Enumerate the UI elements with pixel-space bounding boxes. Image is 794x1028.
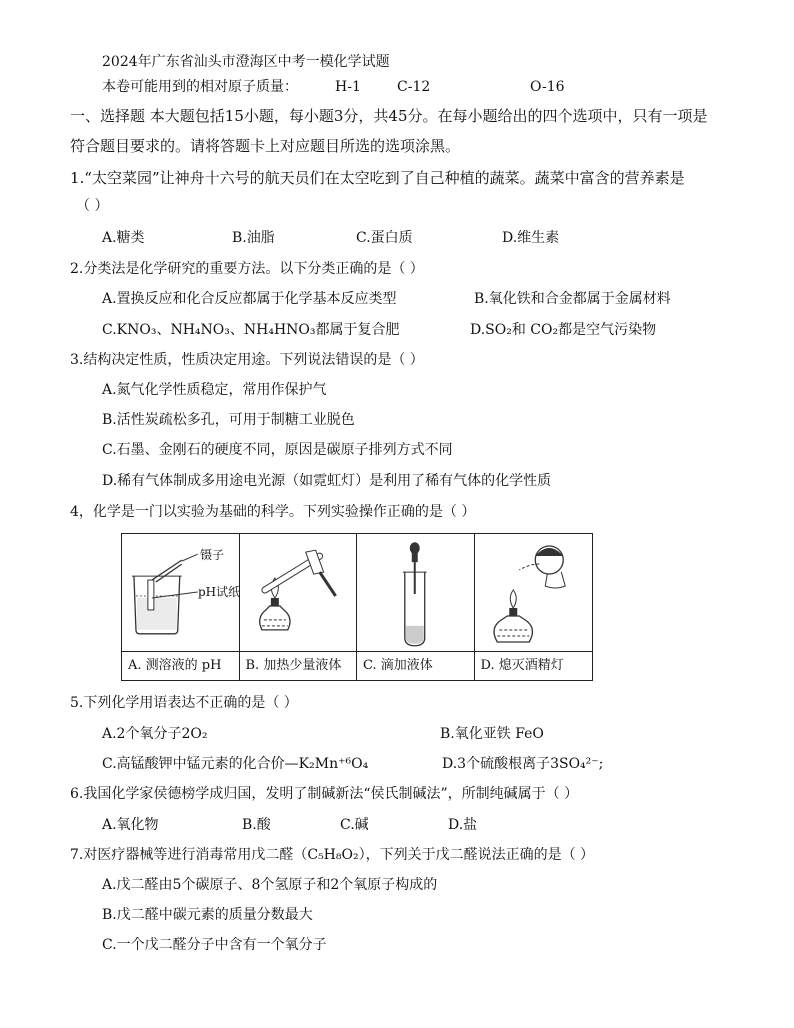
exam-title: 2024年广东省汕头市澄海区中考一模化学试题 (102, 54, 390, 70)
q4-cell-c (357, 534, 475, 680)
q5-option-d: D.3个硫酸根离子3SO₄²⁻; (442, 756, 604, 772)
q2-stem: 2.分类法是化学研究的重要方法。以下分类正确的是（ ） (70, 261, 424, 277)
q5-option-b: B.氧化亚铁 FeO (440, 726, 544, 742)
q4-caption-a: A. 测溶液的 pH (122, 651, 239, 680)
dropper-test-tube-illustration (357, 534, 474, 652)
atomic-mass-h: H-1 (335, 79, 361, 95)
q6-option-d: D.盐 (448, 817, 478, 833)
q4-cell-a (122, 534, 240, 680)
q2-option-a: A.置换反应和化合反应都属于化学基本反应类型 (102, 291, 397, 307)
blowing-alcohol-lamp-illustration (475, 534, 593, 652)
q4-stem: 4，化学是一门以实验为基础的科学。下列实验操作正确的是（ ） (70, 504, 476, 520)
q4-figure-table (121, 533, 593, 681)
q3-option-d: D.稀有气体制成多用途电光源（如霓虹灯）是利用了稀有气体的化学性质 (102, 473, 552, 489)
q3-option-b: B.活性炭疏松多孔，可用于制糖工业脱色 (102, 412, 355, 428)
q7-option-b: B.戊二醛中碳元素的质量分数最大 (102, 907, 313, 923)
label-tweezers: 镊子 (200, 548, 225, 562)
q6-stem: 6.我国化学家侯德榜学成归国，发明了制碱新法“侯氏制碱法”，所制纯碱属于（ ） (70, 786, 579, 802)
q1-option-c: C.蛋白质 (356, 230, 413, 246)
q7-stem: 7.对医疗器械等进行消毒常用戊二醛（C₅H₈O₂），下列关于戊二醛说法正确的是（ ） (70, 847, 595, 863)
q4-caption-c: C. 滴加液体 (357, 651, 474, 680)
q2-option-d: D.SO₂和 CO₂都是空气污染物 (470, 322, 657, 338)
atomic-mass-label: 本卷可能用到的相对原子质量： (102, 79, 298, 95)
q2-option-b: B.氧化铁和合金都属于金属材料 (474, 291, 671, 307)
q6-option-b: B.酸 (242, 817, 271, 833)
q4-cell-d (475, 534, 593, 680)
section-instructions-line1: 一、选择题 本大题包括15小题，每小题3分，共45分。在每小题给出的四个选项中，只有一项是 (70, 107, 708, 125)
heating-test-tube-illustration (240, 534, 357, 652)
q6-option-a: A.氧化物 (102, 817, 159, 833)
q3-stem: 3.结构决定性质，性质决定用途。下列说法错误的是（ ） (70, 352, 424, 368)
atomic-mass-c: C-12 (397, 79, 431, 95)
q4-caption-d: D. 熄灭酒精灯 (475, 651, 593, 680)
q1-option-d: D.维生素 (502, 230, 560, 246)
q4-caption-b: B. 加热少量液体 (240, 651, 357, 680)
q5-stem: 5.下列化学用语表达不正确的是（ ） (70, 695, 298, 711)
q1-option-b: B.油脂 (232, 230, 275, 246)
section-instructions-line2: 符合题目要求的。请将答题卡上对应题目所选的选项涂黑。 (70, 137, 461, 155)
q6-option-c: C.碱 (340, 817, 369, 833)
q7-option-c: C.一个戊二醛分子中含有一个氧分子 (102, 937, 327, 953)
q4-cell-b (240, 534, 358, 680)
q3-option-a: A.氮气化学性质稳定，常用作保护气 (102, 382, 327, 398)
q5-option-c: C.高锰酸钾中锰元素的化合价—K₂Mn⁺⁶O₄ (102, 756, 369, 772)
q3-option-c: C.石墨、金刚石的硬度不同，原因是碳原子排列方式不同 (102, 442, 453, 458)
q1-stem: 1.“太空菜园”让神舟十六号的航天员们在太空吃到了自己种植的蔬菜。蔬菜中富含的营养素是 (70, 169, 685, 187)
q5-option-a: A.2个氧分子2O₂ (102, 726, 208, 742)
label-ph-paper: pH试纸 (198, 585, 241, 599)
q1-blank: （ ） (76, 198, 109, 214)
q1-option-a: A.糖类 (102, 230, 145, 246)
atomic-mass-o: O-16 (530, 79, 565, 95)
q7-option-a: A.戊二醛由5个碳原子、8个氢原子和2个氧原子构成的 (102, 877, 438, 893)
q2-option-c: C.KNO₃、NH₄NO₃、NH₄HNO₃都属于复合肥 (102, 322, 400, 338)
